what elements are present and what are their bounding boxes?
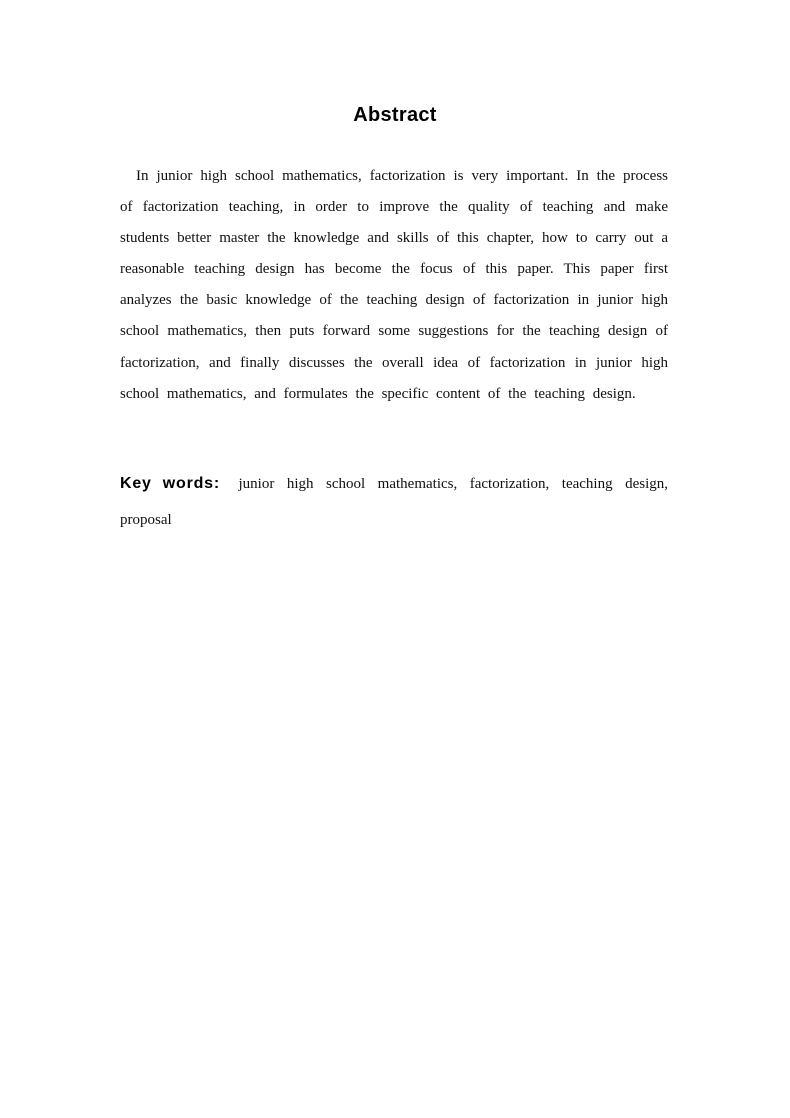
keywords-label: Key words: (120, 475, 220, 492)
abstract-title: Abstract (353, 104, 437, 126)
keywords-list: junior high school mathematics, factorization, teaching design, proposal (120, 476, 669, 528)
keywords-paragraph (120, 466, 668, 538)
abstract-paragraph: In junior high school mathematics, factorization is very important. In the process of factorization teaching, in order to improve the quality of teaching and make students better master the knowledge and skills of this chapter, how to carry out a reasonable teaching design has become the focus of this paper. This paper first analyzes the basic knowledge of the teaching design of factorization in junior high school mathematics, then puts forward some suggestions for the teaching design of factorization, and finally discusses the overall idea of factorization in junior high school mathematics, and formulates the specific content of the teaching design. (120, 168, 668, 402)
